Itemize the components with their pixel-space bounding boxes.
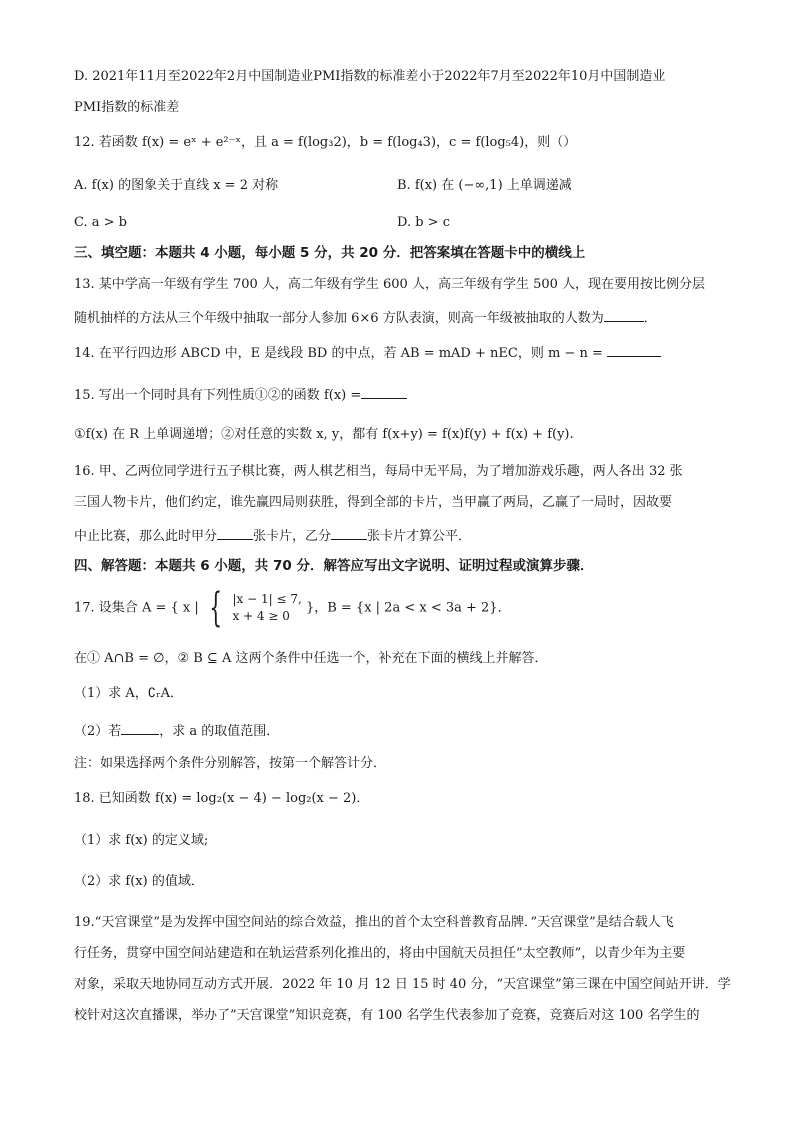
q17-brace: { (209, 585, 222, 631)
q15-conditions: ①f(x) 在 R 上单调递增；②对任意的实数 x, y，都有 f(x+y) = f(x)f(y) + f(x) + f(y). (74, 427, 574, 442)
q17-suffix: ，B = {x | 2a < x < 3a + 2}． (314, 600, 511, 616)
q13-line1: 13. 某中学高一年级有学生 700 人，高二年级有学生 600 人，高三年级有学生 500 人，现在要用按比例分层 (74, 277, 706, 292)
q15-text: 15. 写出一个同时具有下列性质①②的函数 f(x) = (74, 388, 362, 403)
q13-line2-end: ． (643, 311, 657, 326)
q17-inequality-2: x + 4 ≥ 0 (232, 609, 290, 623)
q18-stem: 18. 已知函数 f(x) = log₂(x − 4) − log₂(x − 2)． (74, 791, 370, 806)
q12-option-b: B. f(x) 在 (−∞,1) 上单调递减 (397, 178, 572, 193)
q19-line2: 行任务，贯穿中国空间站建造和在轨运营系列化推出的，将由中国航天员担任”太空教师”，以青少年为主要 (74, 946, 686, 961)
q16-blank-yi (331, 525, 367, 540)
q16-line3 (74, 525, 471, 546)
q17-inequality-1: |x − 1| ≤ 7, (232, 592, 302, 606)
q17-part1: （1）求 A，∁ᵣA． (74, 686, 183, 701)
q18-part1: （1）求 f(x) 的定义域; (74, 833, 209, 848)
q19-line4: 校针对这次直播课，举办了”天宫课堂”知识竞赛，有 100 名学生代表参加了竞赛，竞赛后对这 100 名学生的 (74, 1008, 700, 1023)
q17-set-open: { x | (170, 600, 199, 616)
q11-option-d-line2: PMI指数的标准差 (74, 100, 180, 115)
q15-line (74, 384, 407, 405)
q13-line2-text: 随机抽样的方法从三个年级中抽取一部分人参加 6×6 方队表演，则高一年级被抽取的人数为 (74, 311, 604, 326)
q17-stem (74, 585, 511, 634)
q12-option-a: A. f(x) 的图象关于直线 x = 2 对称 (74, 178, 279, 193)
q16-text-c: 张卡片才算公平． (367, 529, 472, 544)
q15-answer-blank (361, 384, 407, 399)
q17-part2-b: ，求 a 的取值范围． (159, 724, 280, 739)
q16-line2: 三国人物卡片，他们约定，谁先赢四局则获胜，得到全部的卡片，当甲赢了两局，乙赢了一局时，因故要 (74, 495, 673, 510)
q16-line1: 16. 甲、乙两位同学进行五子棋比赛，两人棋艺相当，每局中无平局，为了增加游戏乐趣，两人各出 32 张 (74, 464, 683, 479)
q12-stem: 12. 若函数 f(x) = eˣ + e²⁻ˣ，且 a = f(log₃2)，b = f(log₄3)，c = f(log₅4)，则（） (74, 135, 577, 150)
q16-text-b: 张卡片，乙分 (253, 529, 332, 544)
section-4-title: 四、解答题：本题共 6 小题，共 70 分．解答应写出文字说明、证明过程或演算步骤． (74, 558, 594, 574)
q18-part2: （2）求 f(x) 的值域． (74, 874, 204, 889)
q11-option-d-line1: D. 2021年11月至2022年2月中国制造业PMI指数的标准差小于2022年7月至2022年10月中国制造业 (74, 69, 666, 84)
q14-text: 14. 在平行四边形 ABCD 中，E 是线段 BD 的中点，若 AB = mAD + nEC，则 m − n = (74, 346, 603, 361)
q14-answer-blank (607, 342, 661, 357)
q12-option-d: D. b > c (397, 215, 450, 230)
q17-prefix: 17. 设集合 A = (74, 600, 167, 616)
q17-condition: 在① A∩B = ∅，② B ⊆ A 这两个条件中任选一个，补充在下面的横线上并解答． (74, 651, 548, 666)
q19-line1: 19.“天宫课堂”是为发挥中国空间站的综合效益，推出的首个太空科普教育品牌．”天宫课堂”是结合载人飞 (74, 915, 674, 930)
q16-text-a: 中止比赛，那么此时甲分 (74, 529, 218, 544)
q17-part2 (74, 720, 279, 741)
q17-part2-blank (121, 720, 159, 735)
q17-inequalities (232, 591, 301, 625)
q17-part2-a: （2）若 (74, 724, 122, 739)
section-3-title: 三、填空题：本题共 4 小题，每小题 5 分，共 20 分．把答案填在答题卡中的横线上 (74, 245, 586, 261)
q14-line (74, 342, 661, 363)
q19-line3: 对象，采取天地协同互动方式开展．2022 年 10 月 12 日 15 时 40 分，“天宫课堂”第三课在中国空间站开讲．学 (74, 977, 731, 992)
q13-answer-blank (604, 307, 644, 322)
q16-blank-jia (217, 525, 253, 540)
q17-set-close: } (305, 600, 315, 616)
q17-note: 注：如果选择两个条件分别解答，按第一个解答计分． (74, 756, 387, 771)
q12-option-c: C. a > b (74, 215, 127, 230)
q13-line2 (74, 307, 657, 328)
